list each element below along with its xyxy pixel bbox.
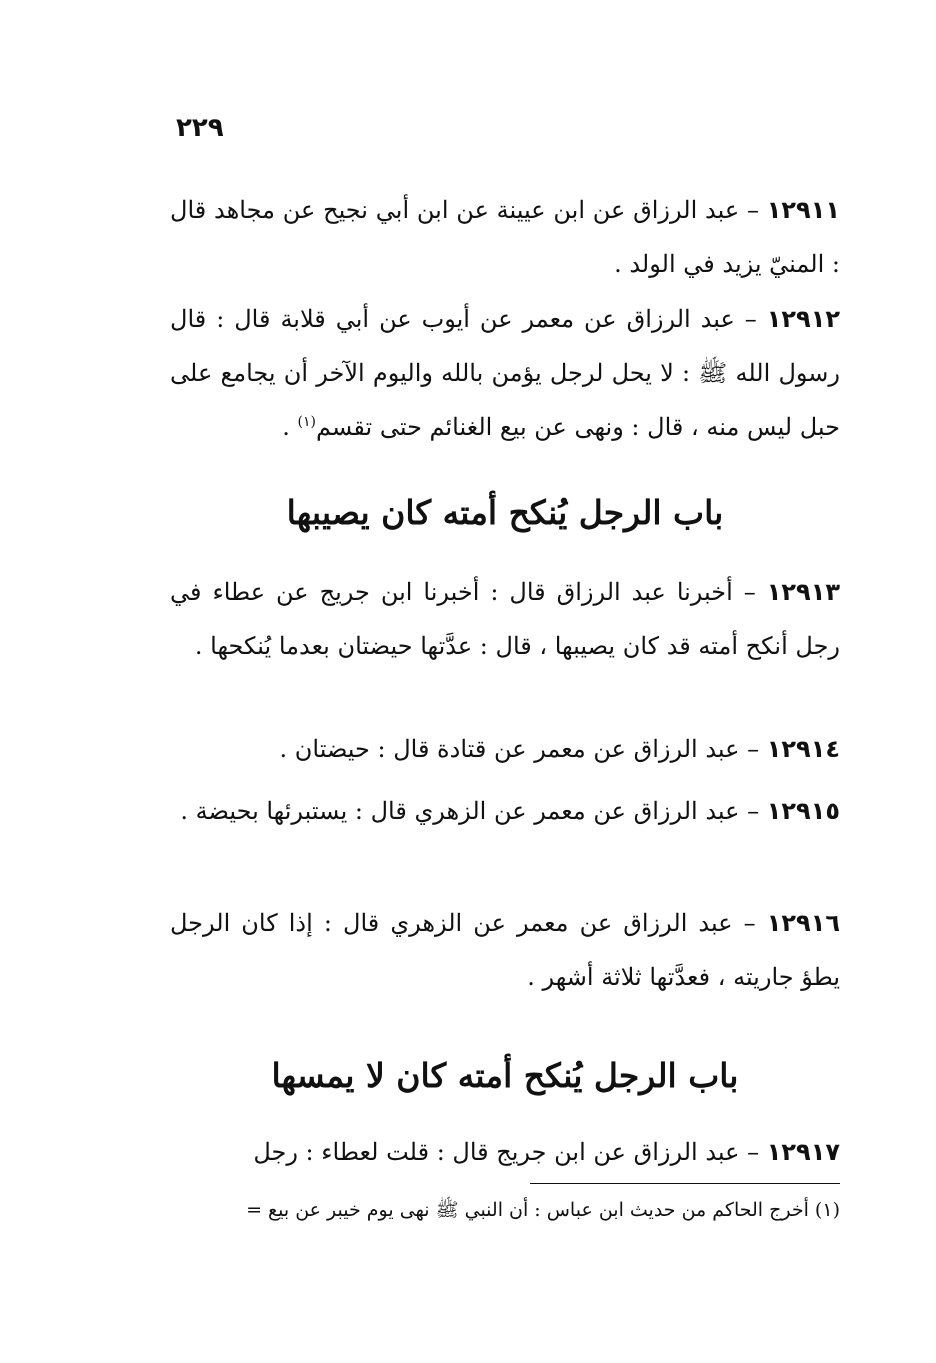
hadith-number: ١٢٩١٢ xyxy=(766,305,840,333)
hadith-12911 xyxy=(170,183,840,291)
hadith-12914 xyxy=(170,722,840,776)
hadith-number: ١٢٩١٧ xyxy=(766,1138,840,1166)
hadith-text: – عبد الرزاق عن معمر عن أيوب عن أبي قلابة قال : قال رسول الله ﷺ : لا يحل لرجل يؤمن بالله واليوم الآخر أن يجامع على حبل ليس منه ، قال : ونهى عن بيع الغنائم حتى تقسم xyxy=(170,305,840,441)
hadith-text: – عبد الرزاق عن معمر عن الزهري قال : إذا كان الرجل يطؤ جاريته ، فعدَّتها ثلاثة أشهر . xyxy=(170,909,840,991)
hadith-12912 xyxy=(170,292,840,454)
hadith-text: – عبد الرزاق عن معمر عن الزهري قال : يستبرئها بحيضة . xyxy=(180,797,767,825)
footnote-ref: (١) xyxy=(297,414,316,430)
hadith-text: – عبد الرزاق عن ابن جريج قال : قلت لعطاء : رجل xyxy=(253,1138,767,1166)
hadith-number: ١٢٩١٣ xyxy=(766,578,840,606)
hadith-12917 xyxy=(170,1125,840,1179)
footnote: (١) أخرج الحاكم من حديث ابن عباس : أن النبي ﷺ نهى يوم خيبر عن بيع = xyxy=(246,1199,840,1221)
hadith-text: – أخبرنا عبد الرزاق قال : أخبرنا ابن جريج عن عطاء في رجل أنكح أمته قد كان يصيبها ، قال : عدَّتها حيضتان بعدما يُنكحها . xyxy=(170,578,840,660)
footnote-divider xyxy=(530,1183,840,1184)
section-heading-1: باب الرجل يُنكح أمته كان يصيبها xyxy=(286,493,724,532)
hadith-number: ١٢٩١١ xyxy=(766,196,840,224)
page-number: ٢٢٩ xyxy=(176,113,224,143)
hadith-12916 xyxy=(170,896,840,1004)
hadith-text: – عبد الرزاق عن ابن عيينة عن ابن أبي نجيح عن مجاهد قال : المنيّ يزيد في الولد . xyxy=(170,196,840,278)
hadith-number: ١٢٩١٤ xyxy=(766,735,840,763)
hadith-12913 xyxy=(170,565,840,673)
hadith-number: ١٢٩١٥ xyxy=(766,797,840,825)
hadith-text: – عبد الرزاق عن معمر عن قتادة قال : حيضتان . xyxy=(279,735,767,763)
hadith-12915 xyxy=(170,784,840,838)
hadith-number: ١٢٩١٦ xyxy=(766,909,840,937)
section-heading-2: باب الرجل يُنكح أمته كان لا يمسها xyxy=(271,1056,739,1095)
hadith-text-tail: . xyxy=(282,413,298,441)
